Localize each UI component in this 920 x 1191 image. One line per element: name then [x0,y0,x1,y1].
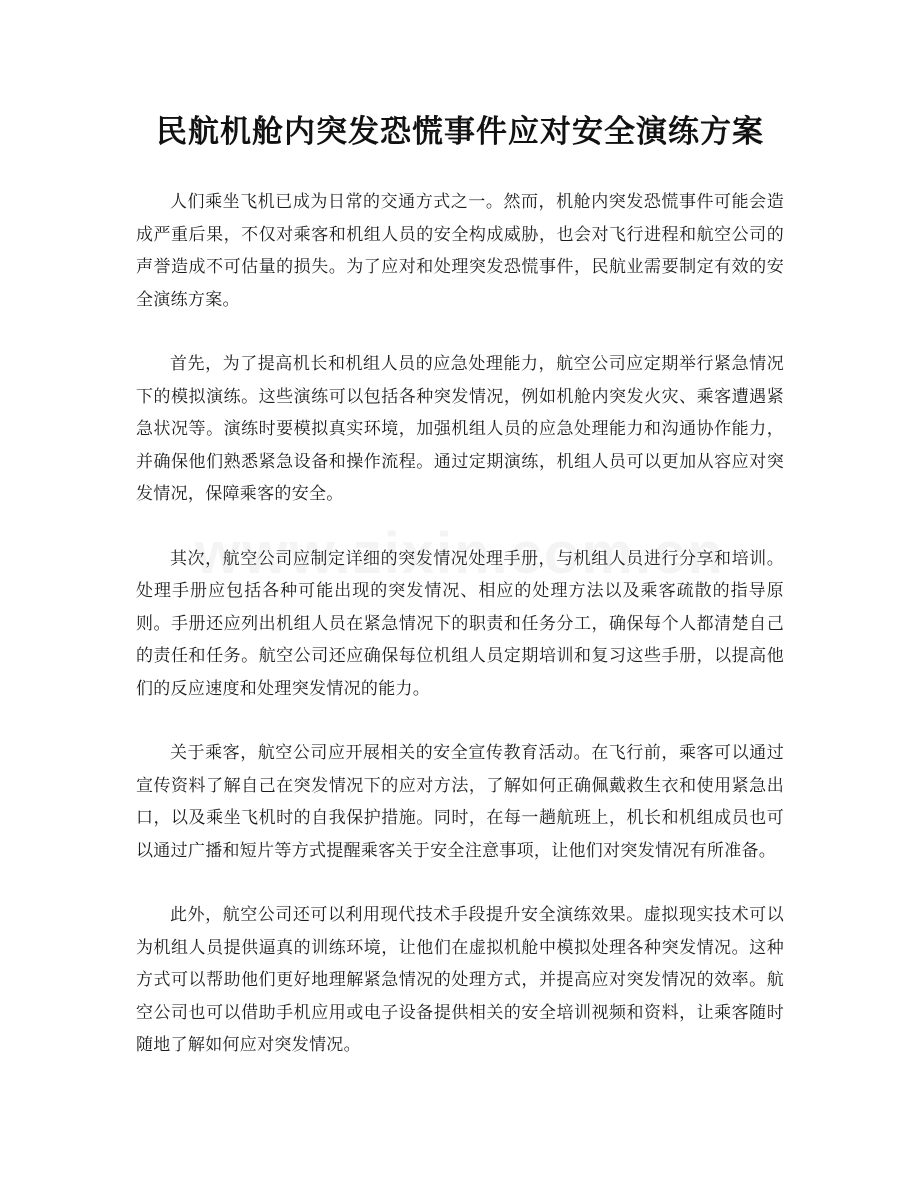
paragraph-5: 此外，航空公司还可以利用现代技术手段提升安全演练效果。虚拟现实技术可以为机组人员提供逼真的训练环境，让他们在虚拟机舱中模拟处理各种突发情况。这种方式可以帮助他们更好地理解紧急情况的处理方式，并提高应对突发情况的效率。航空公司也可以借助手机应用或电子设备提供相关的安全培训视频和资料，让乘客随时随地了解如何应对突发情况。 [136,905,784,1055]
document-body [136,186,784,1094]
paragraph-3: 其次，航空公司应制定详细的突发情况处理手册，与机组人员进行分享和培训。处理手册应包括各种可能出现的突发情况、相应的处理方法以及乘客疏散的指导原则。手册还应列出机组人员在紧急情况下的职责和任务分工，确保每个人都清楚自己的责任和任务。航空公司还应确保每位机组人员定期培训和复习这些手册，以提高他们的反应速度和处理突发情况的能力。 [136,548,784,699]
page-title: 民航机舱内突发恐慌事件应对安全演练方案 [156,114,764,150]
paragraph-4: 关于乘客，航空公司应开展相关的安全宣传教育活动。在飞行前，乘客可以通过宣传资料了解自己在突发情况下的应对方法，了解如何正确佩戴救生衣和使用紧急出口，以及乘坐飞机时的自我保护措施。同时，在每一趟航班上，机长和机组成员也可以通过广播和短片等方式提醒乘客关于安全注意事项，让他们对突发情况有所准备。 [136,743,784,861]
paragraph-1: 人们乘坐飞机已成为日常的交通方式之一。然而，机舱内突发恐慌事件可能会造成严重后果，不仅对乘客和机组人员的安全构成威胁，也会对飞行进程和航空公司的声誉造成不可估量的损失。为了应对和处理突发恐慌事件，民航业需要制定有效的安全演练方案。 [136,192,784,310]
paragraph-2: 首先，为了提高机长和机组人员的应急处理能力，航空公司应定期举行紧急情况下的模拟演练。这些演练可以包括各种突发情况，例如机舱内突发火灾、乘客遭遇紧急状况等。演练时要模拟真实环境，加强机组人员的应急处理能力和沟通协作能力，并确保他们熟悉紧急设备和操作流程。通过定期演练，机组人员可以更加从容应对突发情况，保障乘客的安全。 [136,354,784,504]
